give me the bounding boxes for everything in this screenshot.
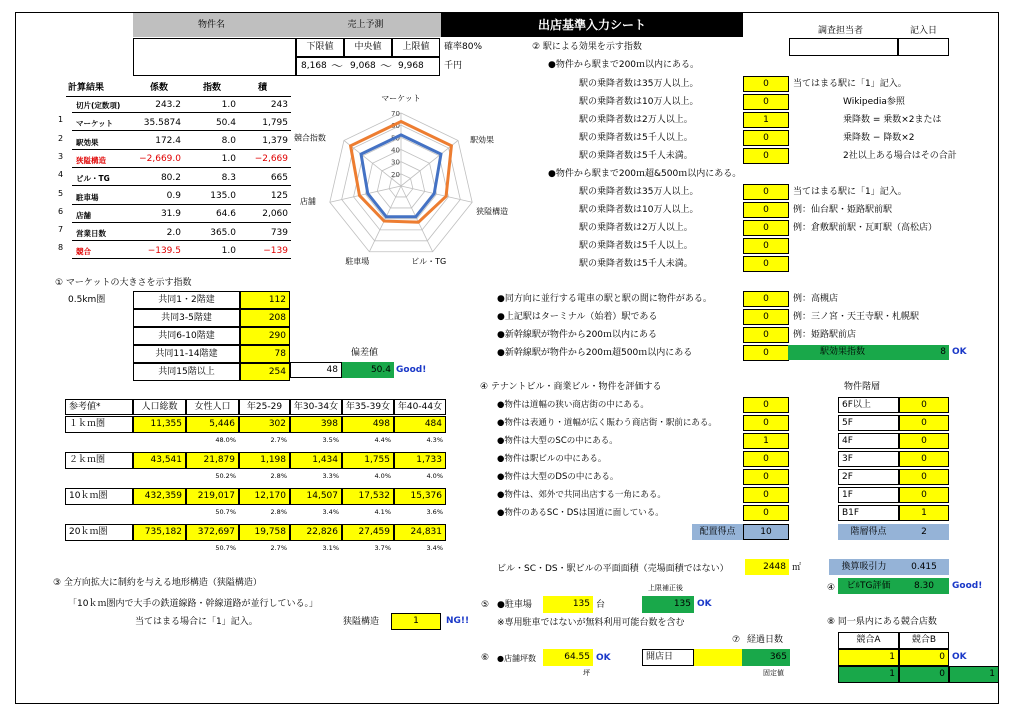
ref-value[interactable]: 43,541 xyxy=(133,452,186,469)
floor-label: 2F xyxy=(838,469,899,485)
calc-header: 積 xyxy=(258,83,268,93)
station-row-input[interactable]: 0 xyxy=(743,94,789,110)
confidence: 確率80% xyxy=(444,42,483,52)
station-row-input[interactable]: 0 xyxy=(743,291,789,307)
calc-coef: 31.9 xyxy=(160,209,181,220)
calc-header: 計算結果 xyxy=(68,83,105,93)
page-title: 出店基準入力シート xyxy=(441,13,743,37)
market-extra: 48 xyxy=(290,362,342,378)
surveyor-label: 調査担当者 xyxy=(818,26,864,36)
tg-label: ビﾙTG評価 xyxy=(838,578,899,594)
calc-product: 665 xyxy=(270,172,288,183)
station-index-value: 8 xyxy=(897,345,949,360)
station-row-label: ●新幹線駅が物件から200ｍ超500ｍ以内にある xyxy=(497,348,693,358)
floor-input[interactable]: 1 xyxy=(899,505,949,521)
station-row-label: ●新幹線駅が物件から200ｍ以内にある xyxy=(497,330,658,340)
calc-row-line xyxy=(72,258,291,259)
calc-coef: 35.5874 xyxy=(143,117,181,128)
comp-ok: OK xyxy=(952,652,967,662)
tilde-1: 〜 xyxy=(331,59,344,73)
floor-title: 物件階層 xyxy=(844,382,881,392)
calc-product: 125 xyxy=(270,191,288,201)
station-row-label: 駅の乗降者数は2万人以上。 xyxy=(579,223,693,233)
forecast-mid: 9,068 xyxy=(350,61,376,71)
days-title: 経過日数 xyxy=(747,635,784,645)
ref-pct: 2.7% xyxy=(270,436,287,445)
station-row-label: 駅の乗降者数は10万人以上。 xyxy=(579,205,699,215)
calc-row-name: 店舗 xyxy=(76,210,91,220)
comp-total: 1 xyxy=(949,666,999,683)
calc-row-line xyxy=(72,222,291,223)
calc-index: 135.0 xyxy=(210,191,236,201)
radar-tick-label: 70 xyxy=(391,110,400,118)
market-row-input[interactable]: 290 xyxy=(240,327,290,345)
station-index-label: 駅効果指数 xyxy=(788,345,897,360)
ref-value[interactable]: 17,532 xyxy=(342,488,394,505)
lower-label: 下限値 xyxy=(296,38,344,57)
floor-label: 3F xyxy=(838,451,899,467)
market-area: 0.5km圏 xyxy=(68,295,106,305)
floor-score: 2 xyxy=(899,524,949,540)
calc-row-line xyxy=(72,167,291,168)
station-g1-title: ●物件から駅まで200ｍ以内にある。 xyxy=(548,60,700,70)
calc-row-line xyxy=(72,204,291,205)
floor-input[interactable]: 0 xyxy=(899,469,949,485)
parking-label: ●駐車場 xyxy=(497,600,532,610)
calc-row-number: 5 xyxy=(58,188,64,198)
market-row-label: 共同3-5階建 xyxy=(133,309,240,327)
ref-value[interactable]: 372,697 xyxy=(186,524,239,541)
days-value: 365 xyxy=(742,649,790,666)
station-row-label: ●上記駅はターミナル（始着）駅である xyxy=(497,312,658,322)
ref-pct: 2.7% xyxy=(270,544,287,553)
calc-product: −139 xyxy=(263,245,288,256)
ref-value[interactable]: 15,376 xyxy=(394,488,446,505)
deviation-value: 50.4 xyxy=(342,362,394,378)
market-row-input[interactable]: 208 xyxy=(240,309,290,327)
calc-row-line xyxy=(72,240,291,241)
ref-value[interactable]: 1,434 xyxy=(290,452,342,469)
ref-value[interactable]: 22,826 xyxy=(290,524,342,541)
parking-adj: 135 xyxy=(642,596,694,613)
station-row-note: 例：仙台駅・姫路駅前駅 xyxy=(793,205,893,215)
ref-pct: 50.2% xyxy=(215,472,236,481)
mid-label: 中央値 xyxy=(344,38,392,57)
ref-value[interactable]: 11,355 xyxy=(133,416,186,433)
ref-pct: 3.1% xyxy=(322,544,339,553)
station-row-input[interactable]: 0 xyxy=(743,202,789,218)
radar-axis-label: 駅効果 xyxy=(470,135,495,145)
ref-pct: 3.4% xyxy=(426,544,443,553)
calc-index: 365.0 xyxy=(210,227,236,238)
open-date-input[interactable] xyxy=(694,649,742,666)
calc-coef: −2,669.0 xyxy=(139,154,181,165)
tenant-score-label: 配置得点 xyxy=(692,524,743,540)
ref-value[interactable]: 398 xyxy=(290,416,342,433)
ref-area: １ｋｍ圏 xyxy=(65,416,133,433)
calc-coef: 172.4 xyxy=(155,136,181,147)
floor-label: 1F xyxy=(838,487,899,503)
station-row-note: Wikipedia参照 xyxy=(843,97,905,107)
tenant-row-label: ●物件は道幅の狭い商店街の中にある。 xyxy=(497,400,649,410)
calc-coef: 0.9 xyxy=(166,191,181,201)
ref-pct: 4.0% xyxy=(374,472,391,481)
tenant-title: ④ テナントビル・商業ビル・物件を評価する xyxy=(480,382,662,392)
comp-b-label: 競合B xyxy=(899,632,949,649)
market-row-label: 共同15階以上 xyxy=(133,363,240,381)
ref-pct: 3.5% xyxy=(322,436,339,445)
calc-row-line xyxy=(72,130,291,131)
narrow-ng: NG!! xyxy=(446,616,470,626)
unit-label: 千円 xyxy=(444,61,463,71)
calc-product: 1,795 xyxy=(262,117,288,128)
store-ok: OK xyxy=(596,653,611,663)
calc-coef: 80.2 xyxy=(160,172,181,183)
market-row-label: 共同11-14階建 xyxy=(133,345,240,363)
floor-label: 4F xyxy=(838,433,899,449)
radar-tick-label: 60 xyxy=(391,122,400,131)
ref-value[interactable]: 12,170 xyxy=(239,488,290,505)
tenant-row-input[interactable]: 0 xyxy=(743,469,789,485)
narrow-label: 狭隘構造 xyxy=(343,617,380,627)
calc-row-number: 4 xyxy=(58,170,64,180)
station-row-input[interactable]: 0 xyxy=(743,345,789,361)
parking-adj-label: 上限補正後 xyxy=(648,584,683,592)
ref-pct: 3.6% xyxy=(426,508,443,517)
calc-row-line xyxy=(72,185,291,186)
floor-input[interactable]: 0 xyxy=(899,415,949,431)
station-row-label: 駅の乗降者数は5千人以上。 xyxy=(579,241,693,251)
ref-value[interactable]: 1,755 xyxy=(342,452,394,469)
tenant-row-label: ●物件は大型のSCの中にある。 xyxy=(497,436,618,446)
station-row-note: 当てはまる駅に「1」記入。 xyxy=(793,79,907,89)
calc-index: 64.6 xyxy=(215,209,236,220)
floor-label: B1F xyxy=(838,505,899,521)
parking-note: ※専用駐車ではないが無料利用可能台数を含む xyxy=(497,618,685,628)
narrow-instruction: 当てはまる場合に「1」記入。 xyxy=(135,617,258,627)
station-row-input[interactable]: 0 xyxy=(743,148,789,164)
station-row-note: 乗降数 = 乗数×2または xyxy=(843,115,942,125)
station-row-note: 2社以上ある場合はその合計 xyxy=(843,151,957,161)
calc-product: −2,669 xyxy=(254,154,288,165)
station-row-label: ●同方向に並行する電車の駅と駅の間に物件がある。 xyxy=(497,294,712,304)
station-row-input[interactable]: 0 xyxy=(743,238,789,254)
calc-header: 指数 xyxy=(203,83,222,93)
station-row-label: 駅の乗降者数は5千人未満。 xyxy=(579,151,693,161)
calc-row-number: 7 xyxy=(58,225,64,235)
calc-row-number: 1 xyxy=(58,115,64,125)
narrow-input[interactable]: 1 xyxy=(391,613,441,630)
ref-pct: 48.0% xyxy=(215,436,236,445)
open-date-label: 開店日 xyxy=(642,649,694,666)
ref-value[interactable]: 302 xyxy=(239,416,290,433)
tenant-row-input[interactable]: 0 xyxy=(743,487,789,503)
calc-row-name: マーケット xyxy=(76,119,114,129)
radar-tick-label: 20 xyxy=(391,170,400,179)
calc-coef: 2.0 xyxy=(166,227,181,238)
tg-number: ④ xyxy=(827,583,836,593)
calc-coef: −139.5 xyxy=(147,245,181,256)
calc-header-line xyxy=(66,96,291,97)
deviation-label: 偏差値 xyxy=(351,348,379,358)
store-input[interactable]: 64.55 xyxy=(543,649,593,666)
parking-input[interactable]: 135 xyxy=(543,596,593,613)
ref-value[interactable]: 432,359 xyxy=(133,488,186,505)
calc-index: 1.0 xyxy=(221,99,236,110)
ref-header: 年40-44女 xyxy=(394,399,446,415)
calc-row-name: 狭隘構造 xyxy=(76,155,106,165)
station-g2-title: ●物件から駅まで200ｍ超&500ｍ以内にある。 xyxy=(548,169,742,179)
comp-a-result: 1 xyxy=(838,666,899,683)
parking-number: ⑤ xyxy=(481,600,490,610)
tenant-row-label: ●物件は表通り・道幅が広く賑わう商店街・駅前にある。 xyxy=(497,418,717,428)
tg-value: 8.30 xyxy=(899,578,949,594)
radar-axis-label: ビル・TG xyxy=(411,256,447,266)
station-row-label: 駅の乗降者数は5千人以上。 xyxy=(579,133,693,143)
radar-axis-label: 店舗 xyxy=(299,197,316,207)
ref-header: 参考値* xyxy=(65,399,133,415)
ref-value[interactable]: 19,758 xyxy=(239,524,290,541)
tenant-row-label: ●物件のあるSC・DSは国道に面している。 xyxy=(497,508,664,518)
comp-b-result: 0 xyxy=(899,666,949,683)
calc-row-name: 競合 xyxy=(76,247,91,257)
upper-label: 上限値 xyxy=(392,38,440,57)
market-row-label: 共同6-10階建 xyxy=(133,327,240,345)
ref-pct: 3.4% xyxy=(322,508,339,517)
calc-row-number: 2 xyxy=(58,133,64,143)
station-row-input[interactable]: 0 xyxy=(743,220,789,236)
ref-pct: 3.3% xyxy=(322,472,339,481)
days-number: ⑦ xyxy=(732,635,741,645)
radar-tick-label: 50 xyxy=(391,134,400,143)
calc-row-name: 駐車場 xyxy=(76,192,99,202)
forecast-lower: 8,168 xyxy=(301,61,327,71)
narrow-quote: 「10ｋｍ圏内で大手の鉄道線路・幹線道路が並行している。」 xyxy=(68,599,318,609)
ref-header: 人口総数 xyxy=(133,399,186,415)
ref-pct: 2.8% xyxy=(270,508,287,517)
calc-index: 8.3 xyxy=(221,172,236,183)
calc-product: 2,060 xyxy=(262,209,288,220)
tilde-2: 〜 xyxy=(380,59,393,73)
ref-value[interactable]: 484 xyxy=(394,416,446,433)
ref-pct: 4.4% xyxy=(374,436,391,445)
market-good: Good! xyxy=(396,365,427,375)
ref-value[interactable]: 735,182 xyxy=(133,524,186,541)
calc-product: 739 xyxy=(270,227,288,238)
forecast-label: 売上予測 xyxy=(290,13,441,37)
radar-axis-label: 駐車場 xyxy=(345,256,370,266)
calc-row-name: 切片(定数項) xyxy=(76,101,121,110)
radar-axis-label: 競合指数 xyxy=(293,133,326,143)
comp-a-input[interactable]: 1 xyxy=(838,649,899,666)
station-title: ② 駅による効果を示す指数 xyxy=(532,42,642,52)
property-input[interactable] xyxy=(133,38,296,76)
area-input[interactable]: 2448 xyxy=(745,559,789,575)
radar-chart xyxy=(293,78,550,274)
ref-area: ２ｋｍ圏 xyxy=(65,452,133,469)
ref-pct: 4.1% xyxy=(374,508,391,517)
ref-pct: 2.8% xyxy=(270,472,287,481)
station-row-note: 例：高槻店 xyxy=(793,294,839,304)
floor-input[interactable]: 0 xyxy=(899,397,949,413)
market-row-input[interactable]: 112 xyxy=(240,291,290,309)
ref-area: 10ｋｍ圏 xyxy=(65,488,133,505)
comp-a-label: 競合A xyxy=(838,632,899,649)
station-ok: OK xyxy=(952,347,967,357)
calc-index: 8.0 xyxy=(221,136,236,147)
tenant-row-input[interactable]: 0 xyxy=(743,505,789,521)
ref-value[interactable]: 498 xyxy=(342,416,394,433)
tenant-row-label: ●物件は大型のDSの中にある。 xyxy=(497,472,619,482)
station-row-note: 例：倉敷駅前駅・瓦町駅（高松店） xyxy=(793,223,938,233)
area-unit: ㎡ xyxy=(792,563,802,573)
station-row-label: 駅の乗降者数は2万人以上。 xyxy=(579,115,693,125)
surveyor-input[interactable] xyxy=(789,38,898,56)
market-title: ① マーケットの大きさを示す指数 xyxy=(55,278,192,288)
calc-header: 係数 xyxy=(150,83,169,93)
station-row-input[interactable]: 0 xyxy=(743,76,789,92)
station-row-note: 例：三ノ宮・天王寺駅・札幌駅 xyxy=(793,312,920,322)
area-label: ビル・SC・DS・駅ビルの平面面積（売場面積ではない） xyxy=(497,564,729,574)
calc-row-number: 8 xyxy=(58,243,64,253)
radar-tick-label: 40 xyxy=(391,146,400,155)
market-row-input[interactable]: 254 xyxy=(240,363,290,381)
narrow-title: ③ 全方向拡大に制約を与える地形構造（狭隘構造） xyxy=(53,578,262,588)
station-row-input[interactable]: 0 xyxy=(743,309,789,325)
ref-value[interactable]: 21,879 xyxy=(186,452,239,469)
store-number: ⑥ xyxy=(481,653,490,663)
tenant-row-input[interactable]: 1 xyxy=(743,433,789,449)
ref-value[interactable]: 14,507 xyxy=(290,488,342,505)
floor-input[interactable]: 0 xyxy=(899,451,949,467)
parking-unit: 台 xyxy=(596,600,606,610)
station-row-input[interactable]: 0 xyxy=(743,256,789,272)
radar-axis-label: 狭隘構造 xyxy=(476,207,509,217)
store-label: ●店舗坪数 xyxy=(497,654,536,663)
tenant-row-label: ●物件は駅ビルの中にある。 xyxy=(497,454,607,464)
station-row-label: 駅の乗降者数は35万人以上。 xyxy=(579,187,699,197)
radar-axis-label: マーケット xyxy=(381,94,421,103)
ref-pct: 4.3% xyxy=(426,436,443,445)
ref-header: 年35-39女 xyxy=(342,399,394,415)
station-row-label: 駅の乗降者数は10万人以上。 xyxy=(579,97,699,107)
calc-product: 243 xyxy=(270,99,288,110)
tenant-row-label: ●物件は、郊外で共同出店する一角にある。 xyxy=(497,490,666,500)
calc-row-number: 3 xyxy=(58,151,64,161)
calc-index: 50.4 xyxy=(215,117,236,128)
parking-ok: OK xyxy=(697,599,712,609)
floor-input[interactable]: 0 xyxy=(899,487,949,503)
attract-value: 0.415 xyxy=(899,559,949,575)
property-label: 物件名 xyxy=(133,13,290,37)
ref-value[interactable]: 24,831 xyxy=(394,524,446,541)
station-row-note: 当てはまる駅に「1」記入。 xyxy=(793,187,907,197)
tenant-row-input[interactable]: 0 xyxy=(743,397,789,413)
station-row-input[interactable]: 1 xyxy=(743,112,789,128)
calc-row-name: ビル・TG xyxy=(76,174,110,184)
station-row-label: 駅の乗降者数は35万人以上。 xyxy=(579,79,699,89)
calc-index: 1.0 xyxy=(221,154,236,165)
ref-pct: 3.7% xyxy=(374,544,391,553)
calc-row-number: 6 xyxy=(58,206,64,216)
calc-row-name: 営業日数 xyxy=(76,229,106,239)
station-row-note: 乗降数 − 降数×2 xyxy=(843,133,915,143)
attract-label: 換算吸引力 xyxy=(829,559,899,575)
station-row-input[interactable]: 0 xyxy=(743,130,789,146)
calc-row-name: 駅効果 xyxy=(76,137,99,147)
calc-coef: 243.2 xyxy=(155,99,181,110)
floor-label: 6F以上 xyxy=(838,397,899,413)
ref-pct: 50.7% xyxy=(215,508,236,517)
market-row-label: 共同1・2階建 xyxy=(133,291,240,309)
ref-area: 20ｋｍ圏 xyxy=(65,524,133,541)
tg-good: Good! xyxy=(952,581,983,591)
floor-input[interactable]: 0 xyxy=(899,433,949,449)
floor-score-label: 階層得点 xyxy=(838,524,899,540)
ref-value[interactable]: 27,459 xyxy=(342,524,394,541)
ref-value[interactable]: 219,017 xyxy=(186,488,239,505)
comp-title: ⑧ 同一県内にある競合店数 xyxy=(827,617,937,627)
store-unit: 坪 xyxy=(583,669,590,677)
tenant-row-input[interactable]: 0 xyxy=(743,415,789,431)
ref-value[interactable]: 1,733 xyxy=(394,452,446,469)
ref-pct: 50.7% xyxy=(215,544,236,553)
calc-product: 1,379 xyxy=(262,136,288,147)
radar-tick-label: 30 xyxy=(391,158,400,167)
station-row-note: 例：姫路駅前店 xyxy=(793,330,857,340)
market-row-input[interactable]: 78 xyxy=(240,345,290,363)
station-row-input[interactable]: 0 xyxy=(743,327,789,343)
ref-header: 年25-29 xyxy=(239,399,290,415)
date-label: 記入日 xyxy=(910,26,938,36)
station-row-input[interactable]: 0 xyxy=(743,184,789,200)
tenant-row-input[interactable]: 0 xyxy=(743,451,789,467)
station-row-label: 駅の乗降者数は5千人未満。 xyxy=(579,259,693,269)
tenant-score: 10 xyxy=(743,524,789,540)
ref-header: 女性人口 xyxy=(186,399,239,415)
date-input[interactable] xyxy=(898,38,949,56)
ref-value[interactable]: 5,446 xyxy=(186,416,239,433)
ref-header: 年30-34女 xyxy=(290,399,342,415)
calc-index: 1.0 xyxy=(221,245,236,256)
comp-b-input[interactable]: 0 xyxy=(899,649,949,666)
days-sub: 固定値 xyxy=(763,669,784,677)
ref-pct: 4.0% xyxy=(426,472,443,481)
floor-label: 5F xyxy=(838,415,899,431)
forecast-upper: 9,968 xyxy=(398,61,424,71)
calc-row-line xyxy=(72,149,291,150)
calc-row-line xyxy=(72,112,291,113)
ref-value[interactable]: 1,198 xyxy=(239,452,290,469)
